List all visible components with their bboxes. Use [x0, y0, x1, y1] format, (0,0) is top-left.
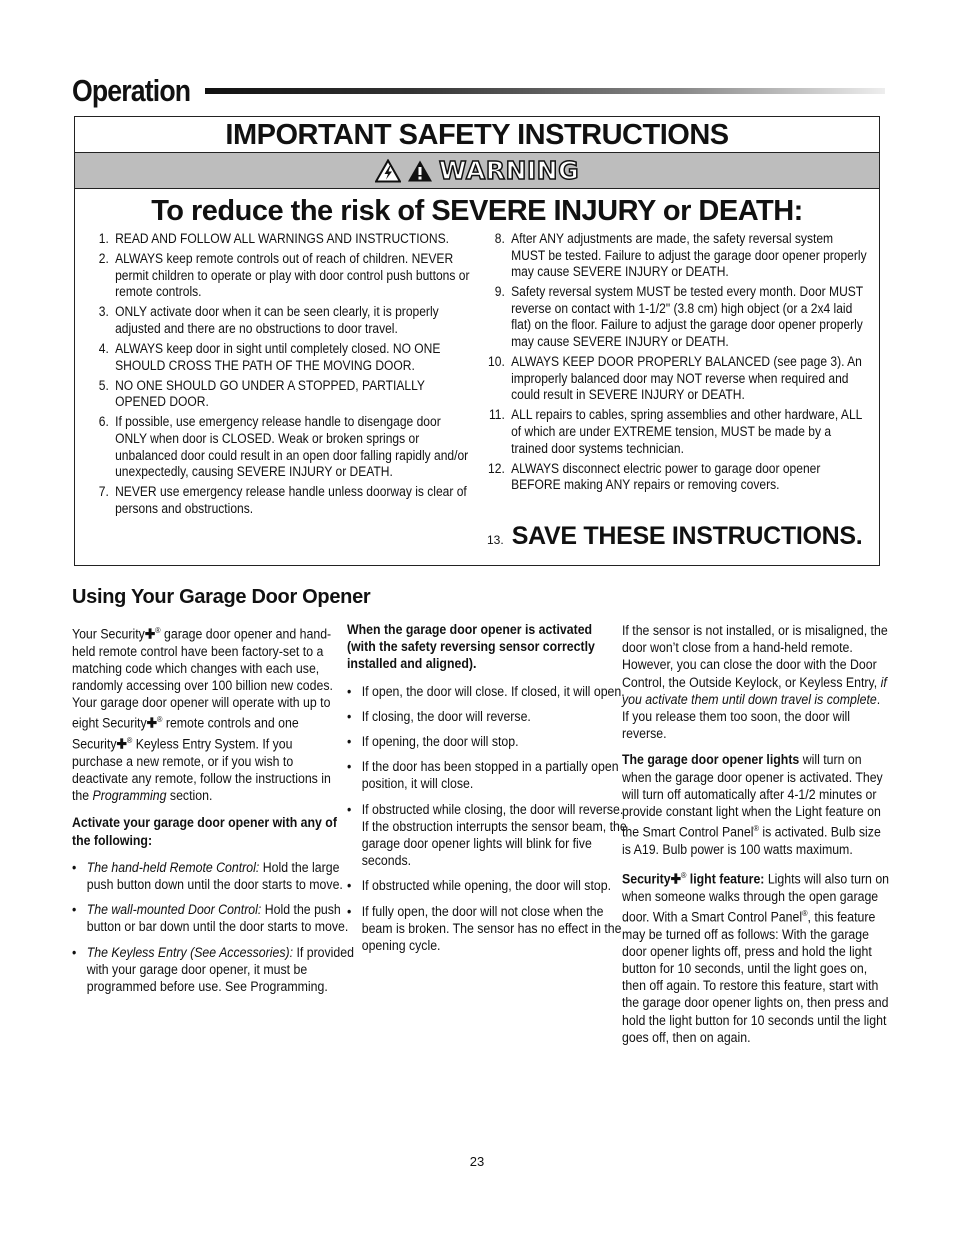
page-section-title: Operation: [72, 73, 191, 108]
activate-heading: Activate your garage door opener with any of the following:: [72, 815, 337, 848]
safety-instructions-box: [74, 116, 880, 566]
safety-item: 7. NEVER use emergency release handle unless doorway is clear of persons and obstructions.: [98, 484, 467, 516]
save-number: 13.: [487, 533, 504, 547]
header-rule: [205, 88, 885, 94]
safety-item: 2. ALWAYS keep remote controls out of reach of children. NEVER permit children to operate or play with door control push buttons or remote controls.: [98, 251, 470, 300]
warning-label: WARNING: [438, 156, 580, 185]
save-instructions: [487, 522, 862, 551]
activated-heading: When the garage door opener is activated (with the safety reversing sensor correctly installed and aligned).: [347, 622, 595, 672]
safety-item: 9. Safety reversal system MUST be tested every month. Door MUST reverse on contact with 1-1/2" (3.8 cm) high object (or a 2x4 laid flat) on the floor. Failure to adjust the garage door opener properly may cause SEVERE INJURY or DEATH.: [494, 284, 863, 350]
safety-item: 11. ALL repairs to cables, spring assemblies and other hardware, ALL of which are under EXTREME tension, MUST be made by a trained door systems technician.: [488, 407, 862, 456]
save-text: SAVE THESE INSTRUCTIONS.: [511, 522, 863, 550]
electric-hazard-icon: [375, 159, 401, 183]
list-item: • If fully open, the door will not close when the beam is broken. The sensor has no effect in the opening cycle.: [347, 903, 630, 955]
list-item: • If the door has been stopped in a partially open position, it will close.: [347, 758, 630, 792]
lights-paragraph: The garage door opener lights will turn on when the garage door opener is activated. They will turn off automatically after 4-1/2 minutes or provide constant light when the Light feature on the Smart Control Panel® is activated. Bulb size is A19. Bulb power is 100 watts maximum.: [622, 752, 883, 857]
list-item: • The Keyless Entry (See Accessories): If provided with your garage door opener, it must be programmed before use. See Programming.: [72, 944, 355, 996]
safety-list-left: [89, 231, 473, 521]
warning-band: [75, 152, 879, 189]
safety-list-right: [485, 231, 869, 497]
safety-item: 4. ALWAYS keep door in sight until completely closed. NO ONE SHOULD CROSS THE PATH OF THE MOVING DOOR.: [98, 341, 441, 373]
column-2: [347, 621, 627, 962]
column-3: [622, 622, 890, 1054]
page-number: 23: [469, 1154, 485, 1169]
safety-item: 5. NO ONE SHOULD GO UNDER A STOPPED, PARTIALLY OPENED DOOR.: [98, 377, 425, 410]
column-1: [72, 622, 354, 1003]
light-feature-paragraph: Security✚® light feature: Lights will also turn on when someone walks through the open garage door. With a Smart Control Panel®, this feature may be turned off as follows: With the garage door opener lights off, press and hold the light button for 10 seconds, until the light goes on, then off again. To restore this feature, start with the garage door opener lights on, then press and hold the light button for 10 seconds until the light goes off, then on again.: [622, 871, 890, 1045]
list-item: • The wall-mounted Door Control: Hold the push button or bar down until the door starts to move.: [72, 901, 355, 935]
safety-item: 3. ONLY activate door when it can be seen clearly, it is properly adjusted and there are no obstructions to door travel.: [98, 304, 439, 336]
list-item: • If opening, the door will stop.: [347, 733, 630, 750]
section-heading: Using Your Garage Door Opener: [72, 586, 371, 608]
activation-methods-list: [72, 859, 354, 995]
safety-title: IMPORTANT SAFETY INSTRUCTIONS: [225, 119, 729, 151]
sensor-paragraph: If the sensor is not installed, or is misaligned, the door won’t close from a hand-held remote. However, you can close the door with the Door Control, the Outside Keylock, or Keyless Entry, if you activate them until down travel is complete. If you release them too soon, the door will reverse.: [622, 623, 888, 742]
safety-item: 8. After ANY adjustments are made, the safety reversal system MUST be tested. Failure to adjust the garage door opener properly may cause SEVERE INJURY or DEATH.: [494, 231, 867, 280]
intro-paragraph: Your Security✚® garage door opener and hand-held remote control have been factory-set to a matching code which changes with each use, randomly accessing over 100 billion new codes. Your garage door opener will operate with up to eight Security✚® remote controls and one Security✚® Keyless Entry System. If you purchase a new remote, or if you wish to deactivate any remote, follow the instructions in the Programming section.: [72, 626, 333, 804]
safety-item: 1. READ AND FOLLOW ALL WARNINGS AND INSTRUCTIONS.: [98, 231, 450, 246]
safety-item: 6. If possible, use emergency release handle to disengage door ONLY when door is CLOSED. Weak or broken springs or unbalanced door could result in an open door falling rapidly and/or unexpectedly, causing SEVERE INJURY or DEATH.: [98, 414, 469, 480]
list-item: • If obstructed while closing, the door will reverse. If the obstruction interrupts the sensor beam, the garage door opener lights will blink for five seconds.: [347, 801, 630, 870]
safety-item: 12. ALWAYS disconnect electric power to garage door opener BEFORE making ANY repairs or removing covers.: [488, 460, 821, 493]
list-item: • The hand-held Remote Control: Hold the large push button down until the door starts to move.: [72, 859, 355, 893]
list-item: • If open, the door will close. If closed, it will open.: [347, 683, 630, 700]
door-behavior-list: [347, 683, 627, 955]
list-item: • If closing, the door will reverse.: [347, 708, 630, 725]
list-item: • If obstructed while opening, the door will stop.: [347, 877, 630, 894]
safety-item: 10. ALWAYS KEEP DOOR PROPERLY BALANCED (see page 3). An improperly balanced door may NOT reverse when required and could result in SEVERE INJURY or DEATH.: [488, 354, 862, 403]
risk-heading: To reduce the risk of SEVERE INJURY or DEATH:: [151, 195, 803, 227]
warning-icon: [407, 159, 433, 183]
